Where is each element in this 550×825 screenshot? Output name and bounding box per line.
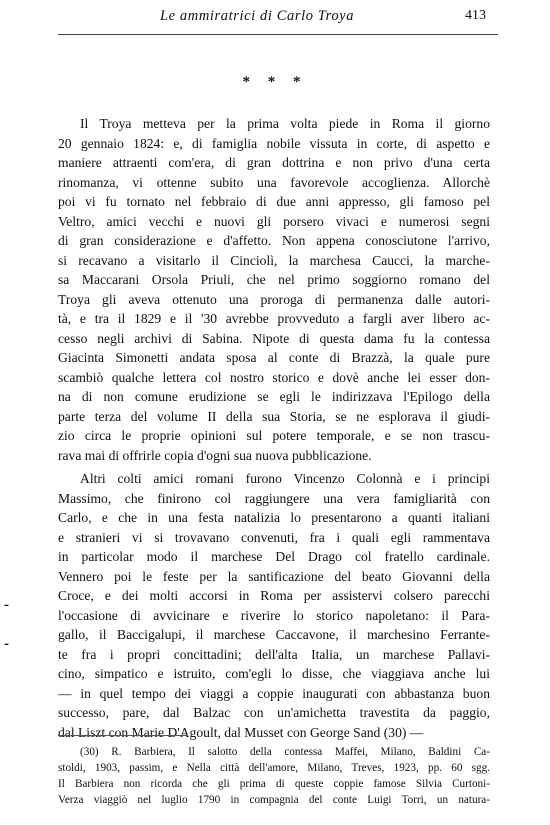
text-line: si recavano a visitarlo il Cinciolì, la marchesa Caucci, la marche- (58, 252, 490, 268)
text-line: rinomanza, vi ottenne subito una favorevole accoglienza. Allorchè (58, 174, 490, 190)
text-line: na di non comune erudizione se egli le indirizzava l'Epilogo della (58, 389, 490, 404)
footnote-line: Il Barbiera non ricorda che gli prima di queste coppie famose Silvia Curtoni- (58, 778, 490, 790)
text-line: dal Liszt con Marie D'Agoult, dal Musset con George Sand (30) — (58, 724, 424, 740)
text-line: te fra i propri concittadini; dell'alta Italia, un marchese Pallavi- (58, 646, 490, 662)
text-line: in particolar modo il marchese Del Drago col fratello cardinale. (58, 549, 490, 564)
text-line: di gran considerazione e d'affetto. Non appena conosciutone l'arrivo, (58, 233, 490, 248)
text-line: Veltro, amici vecchi e nuovi gli porsero vivaci e numerosi segni (58, 213, 490, 229)
section-ornament: * * * (242, 74, 308, 90)
text-line: Carlo, e che in una festa natalizia lo presentarono a quanti italiani (58, 510, 490, 525)
text-line: rava mai di offrirle copia d'ogni sua nuova pubblicazione. (58, 447, 372, 463)
text-line: zio circa le proprie opinioni sul potere temporale, e se non trascu- (58, 428, 490, 443)
text-line: Massimo, che finirono col raggiungere una vera famigliarità con (58, 490, 490, 506)
running-head (0, 8, 550, 32)
text-line: maniere attraenti com'era, di gran dottrina e non privo d'una certa (58, 155, 490, 170)
text-line: Croce, e dei molti accorsi in Roma per assistervi colsero parecchi (58, 588, 490, 603)
footnote-line: (30) R. Barbiera, Il salotto della contessa Maffei, Milano, Baldini Ca- (80, 746, 490, 758)
body-text (58, 114, 490, 742)
text-line: scambiò qualche lettera col nostro storico e dovè anche lei esser don- (58, 369, 490, 385)
text-line: — in quel tempo dei viaggi a coppie inaugurati con abbastanza buon (58, 685, 490, 701)
text-line: gallo, il Baccigalupi, il marchese Caccavone, il marchesino Ferrante- (58, 627, 490, 642)
text-line: poi vi fu tornato nel febbraio di due anni appresso, gli famoso pel (58, 194, 490, 209)
margin-mark: - (4, 636, 9, 652)
running-title: Le ammiratrici di Carlo Troya (160, 8, 355, 24)
text-line: Troya gli aveva ottenuto una proroga di permanenza dalle autori- (58, 291, 490, 307)
footnote-line: stoldi, 1903, passim, e Nella città dell'amore, Milano, Treves, 1923, pp. 60 sgg. (58, 762, 490, 774)
header-rule (58, 34, 498, 35)
text-line: tà, e tra il 1829 e il '30 avrebbe provveduto a fargli aver libero ac- (58, 311, 490, 326)
footnote-line: Verza viaggiò nel luglio 1790 in compagnia del conte Luigi Torri, un natura- (58, 794, 490, 806)
text-line: sa Maccarani Orsola Priuli, che nel primo soggiorno romano del (58, 272, 490, 287)
text-line: 20 gennaio 1824: e, di famiglia nobile vissuta in corte, di aspetto e (58, 135, 490, 151)
footnote (58, 744, 490, 808)
text-line: e stranieri vi si trovavano convenuti, fra i quali egli rammentava (58, 529, 490, 545)
paragraph-1 (58, 114, 490, 465)
text-line: cesso negli archivi di Sabina. Nipote di questa dama fu la contessa (58, 330, 490, 346)
paragraph-2 (58, 469, 490, 742)
text-line: cino, simpatico e istruito, com'egli lo disse, che viaggiava anche lui (58, 666, 490, 681)
text-line: Altri colti amici romani furono Vincenzo Colonnà e i principi (80, 471, 490, 486)
text-line: successo, pare, dal Balzac con un'amichetta travestita da paggio, (58, 705, 490, 720)
text-line: parte terza del volume II della sua Storia, se ne esplorava il giudi- (58, 408, 490, 424)
text-line: l'occasione di avvicinare e riverire lo storico napoletano: il Para- (58, 607, 490, 623)
text-line: Il Troya metteva per la prima volta piede in Roma il giorno (80, 116, 490, 131)
page-number: 413 (465, 8, 486, 23)
margin-mark: - (4, 597, 9, 613)
text-line: Vennero poi le feste per la santificazione del beato Giovanni della (58, 568, 490, 584)
text-line: Giacinta Simonetti andata sposa al conte di Brazzà, la quale pure (58, 350, 490, 365)
footnote-rule (58, 735, 188, 736)
